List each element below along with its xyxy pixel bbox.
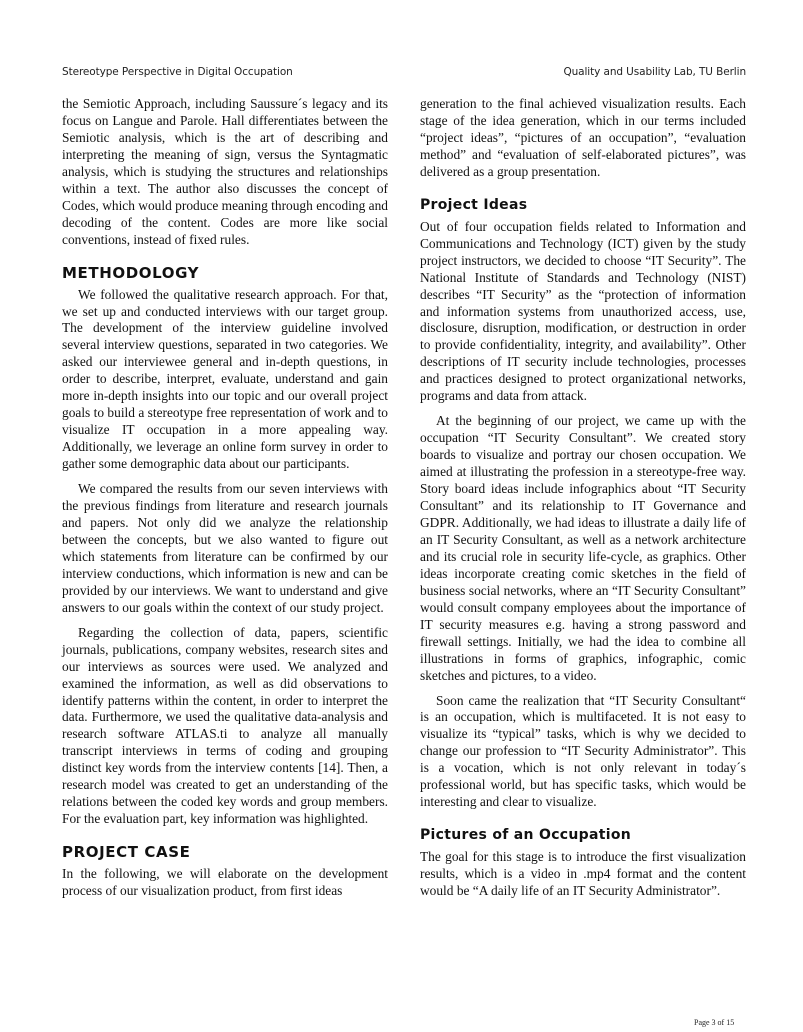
paragraph-methodology-1: We followed the qualitative research approach. For that, we set up and conducted interviews with our target group. The development of the interview guideline involved several interview questions, separated in two categories. We asked our interviewee general and in-depth questions, in order to describe, interpret, evaluate, understand and gain more in-depth insights into our topic and our overall project goals to build a stereotype free representation of work and to visualize IT occupation in a more appealing way. Additionally, we leverage an online form survey in order to gather some demographic data about our participants. (62, 286, 388, 472)
paragraph-project-ideas-1: Out of four occupation fields related to Information and Communications and Technology (ICT) given by the study project instructors, we decided to choose “IT Security”. The National Institute of Standards and Technology (NIST) describes “IT Security” as the “protection of information and information systems from unauthorized access, use, disclosure, disruption, modification, or destruction in order to provide confidentiality, integrity, and availability”. Other descriptions of IT security include technologies, processes and practices designed to protect organizational networks, programs and data from attack. (420, 218, 746, 404)
running-header (62, 66, 746, 78)
right-column (420, 96, 746, 900)
left-column (62, 96, 388, 900)
paragraph-pictures-of-an-occupation-1: The goal for this stage is to introduce the first visualization results, which is a video in .mp4 format and the content would be “A daily life of an IT Security Administrator”. (420, 849, 746, 899)
page-number: Page 3 of 15 (694, 1018, 735, 1027)
subsection-heading-pictures-of-an-occupation: Pictures of an Occupation (420, 827, 632, 844)
paragraph-methodology-3: Regarding the collection of data, papers, scientific journals, publications, company websites, research sites and our interviews as sources were used. We analyzed and examined the information, as well as did observations to identify patterns within the content, in order to interpret the data. Furthermore, we used the qualitative data-analysis and research software ATLAS.ti to analyze all manually transcript interviews in terms of coding and grouping distinct key words from the interview contents [14]. Then, a research model was created to get an understanding of the relations between the coded key words and group members. For the evaluation part, key information was highlighted. (62, 624, 388, 827)
header-title: Stereotype Perspective in Digital Occupation (62, 66, 293, 78)
header-affiliation: Quality and Usability Lab, TU Berlin (563, 66, 746, 78)
subsection-heading-project-ideas: Project Ideas (420, 196, 528, 213)
section-heading-methodology: METHODOLOGY (62, 263, 200, 282)
paragraph-project-case-1: In the following, we will elaborate on the development process of our visualization product, from first ideas (62, 866, 388, 899)
paragraph-project-ideas-3: Soon came the realization that “IT Security Consultant“ is an occupation, which is multifaceted. It is not easy to visualize its “typical” tasks, which is why we decided to change our profession to “IT Security Administrator”. This is a vocation, which is not only relevant in today´s professional world, but has specific tasks, which would be interesting and clear to visualize. (420, 692, 746, 810)
paragraph-project-ideas-2: At the beginning of our project, we came up with the occupation “IT Security Consultant”. We created story boards to visualize and portray our chosen occupation. We aimed at illustrating the profession in a stereotype-free way. Story board ideas include infographics about “IT Security Consultant” and its relationship to IT Governance and GDPR. Additionally, we had ideas to illustrate a daily life of an IT Security Consultant, as well as a network architecture and its crucial role in security life-cycle, as graphics. Other ideas incorporate creating comic sketches in the field of business social networks, where an “IT Security Consultant” would consult company employees about the importance of IT security measures e.g. having a strong password and firewall settings. Initially, we had the idea to combine all illustrations in forms of graphics, infographic, comic sketches and pictures, to a video. (420, 413, 746, 683)
paragraph-semiotic-approach: the Semiotic Approach, including Saussure´s legacy and its focus on Langue and Parole. Hall differentiates between the Semiotic analysis, which is the art of describing and interpreting the meaning of sign, versus the Syntagmatic analysis, which is studying the structures and relationships within a text. The author also discusses the concept of Codes, which would produce meaning through encoding and decoding of the content. Codes are more like social conventions, instead of fixed rules. (62, 96, 388, 247)
paragraph-project-case-1-continued: generation to the final achieved visualization results. Each stage of the idea generation, which in our terms included “project ideas”, “pictures of an occupation”, “evaluation method” and “evaluation of self-elaborated pictures”, was delivered as a group presentation. (420, 96, 746, 179)
paragraph-methodology-2: We compared the results from our seven interviews with the previous findings from literature and research journals and papers. Not only did we analyze the relationship between the concepts, but we also wanted to figure out which statements from literature can be confirmed by our interview conductions, which information is new and can be provided by our interviews. We want to understand and give answers to our goals within the context of our study project. (62, 481, 388, 615)
section-heading-project-case: PROJECT CASE (62, 843, 191, 862)
